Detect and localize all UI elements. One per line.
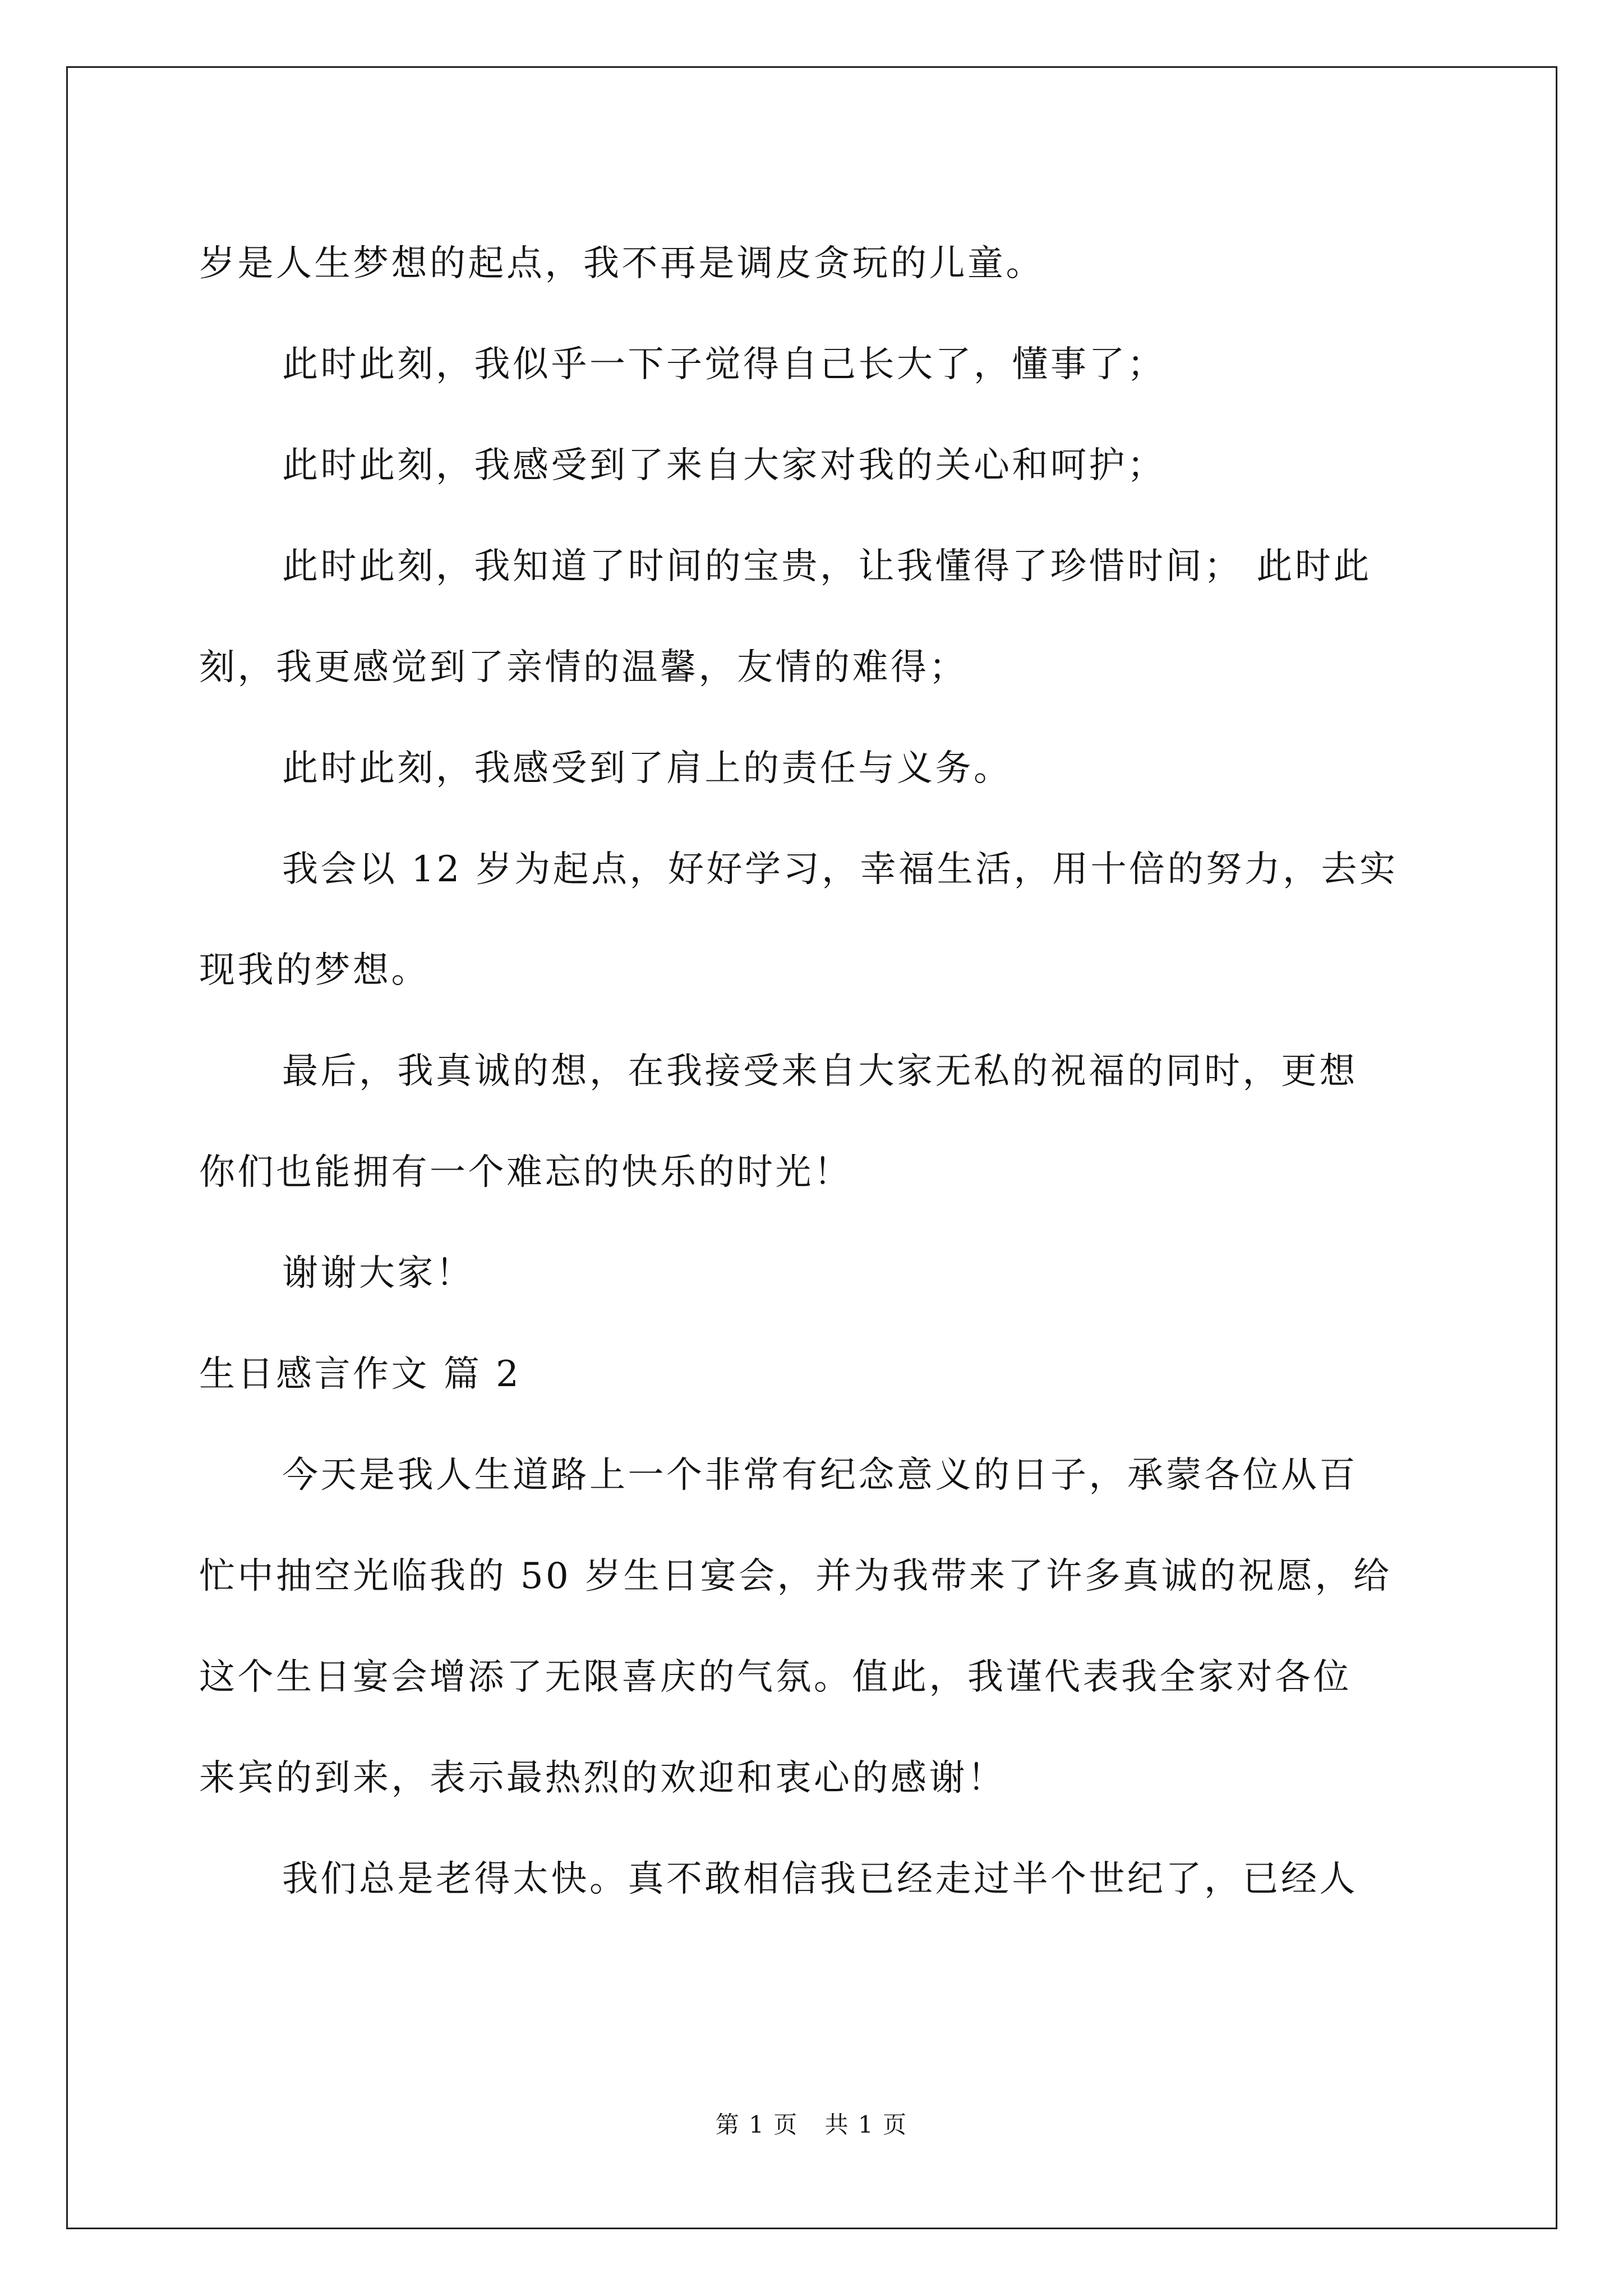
paragraph bbox=[199, 1021, 1424, 1122]
text-line: 你们也能拥有一个难忘的快乐的时光！ bbox=[199, 1152, 852, 1193]
paragraph bbox=[199, 1829, 1424, 1930]
text-line: 我们总是老得太快。真不敢相信我已经走过半个世纪了，已经人 bbox=[282, 1858, 1358, 1900]
paragraph-continuation bbox=[199, 617, 1424, 718]
text-line: 现我的梦想。 bbox=[199, 950, 430, 991]
page-total: 共 1 页 bbox=[824, 2111, 908, 2138]
paragraph bbox=[199, 415, 1424, 516]
text-line: 此时此刻，我知道了时间的宝贵，让我懂得了珍惜时间； 此时此 bbox=[282, 546, 1372, 587]
paragraph bbox=[199, 213, 1424, 314]
paragraph-continuation bbox=[199, 1526, 1424, 1829]
text-line: 此时此刻，我感受到了来自大家对我的关心和呵护； bbox=[282, 445, 1166, 486]
paragraph bbox=[199, 516, 1424, 617]
section-heading bbox=[199, 1324, 1424, 1425]
text-line: 我会以 12 岁为起点，好好学习，幸福生活，用十倍的努力，去实 bbox=[282, 849, 1398, 890]
page-footer bbox=[0, 2106, 1623, 2140]
paragraph-continuation bbox=[199, 1122, 1424, 1223]
paragraph bbox=[199, 314, 1424, 415]
document-body bbox=[199, 213, 1424, 1930]
text-line: 最后，我真诚的想，在我接受来自大家无私的祝福的同时，更想 bbox=[282, 1051, 1358, 1092]
text-line: 忙中抽空光临我的 50 岁生日宴会，并为我带来了许多真诚的祝愿，给 bbox=[199, 1556, 1392, 1597]
text-line: 岁是人生梦想的起点，我不再是调皮贪玩的儿童。 bbox=[199, 243, 1044, 284]
paragraph bbox=[199, 1425, 1424, 1526]
text-line: 谢谢大家！ bbox=[282, 1253, 474, 1294]
paragraph bbox=[199, 1223, 1424, 1324]
text-line: 这个生日宴会增添了无限喜庆的气氛。值此，我谨代表我全家对各位 bbox=[199, 1657, 1352, 1698]
text-line: 此时此刻，我似乎一下子觉得自己长大了，懂事了； bbox=[282, 344, 1166, 385]
text-line: 来宾的到来，表示最热烈的欢迎和衷心的感谢！ bbox=[199, 1757, 1006, 1799]
paragraph-continuation bbox=[199, 920, 1424, 1021]
paragraph bbox=[199, 819, 1424, 920]
text-line: 此时此刻，我感受到了肩上的责任与义务。 bbox=[282, 748, 1012, 789]
text-line: 今天是我人生道路上一个非常有纪念意义的日子，承蒙各位从百 bbox=[282, 1455, 1358, 1496]
heading-text: 生日感言作文 篇 2 bbox=[199, 1354, 522, 1395]
page-number: 第 1 页 bbox=[715, 2111, 799, 2138]
text-line: 刻，我更感觉到了亲情的温馨，友情的难得； bbox=[199, 647, 967, 688]
paragraph bbox=[199, 718, 1424, 819]
